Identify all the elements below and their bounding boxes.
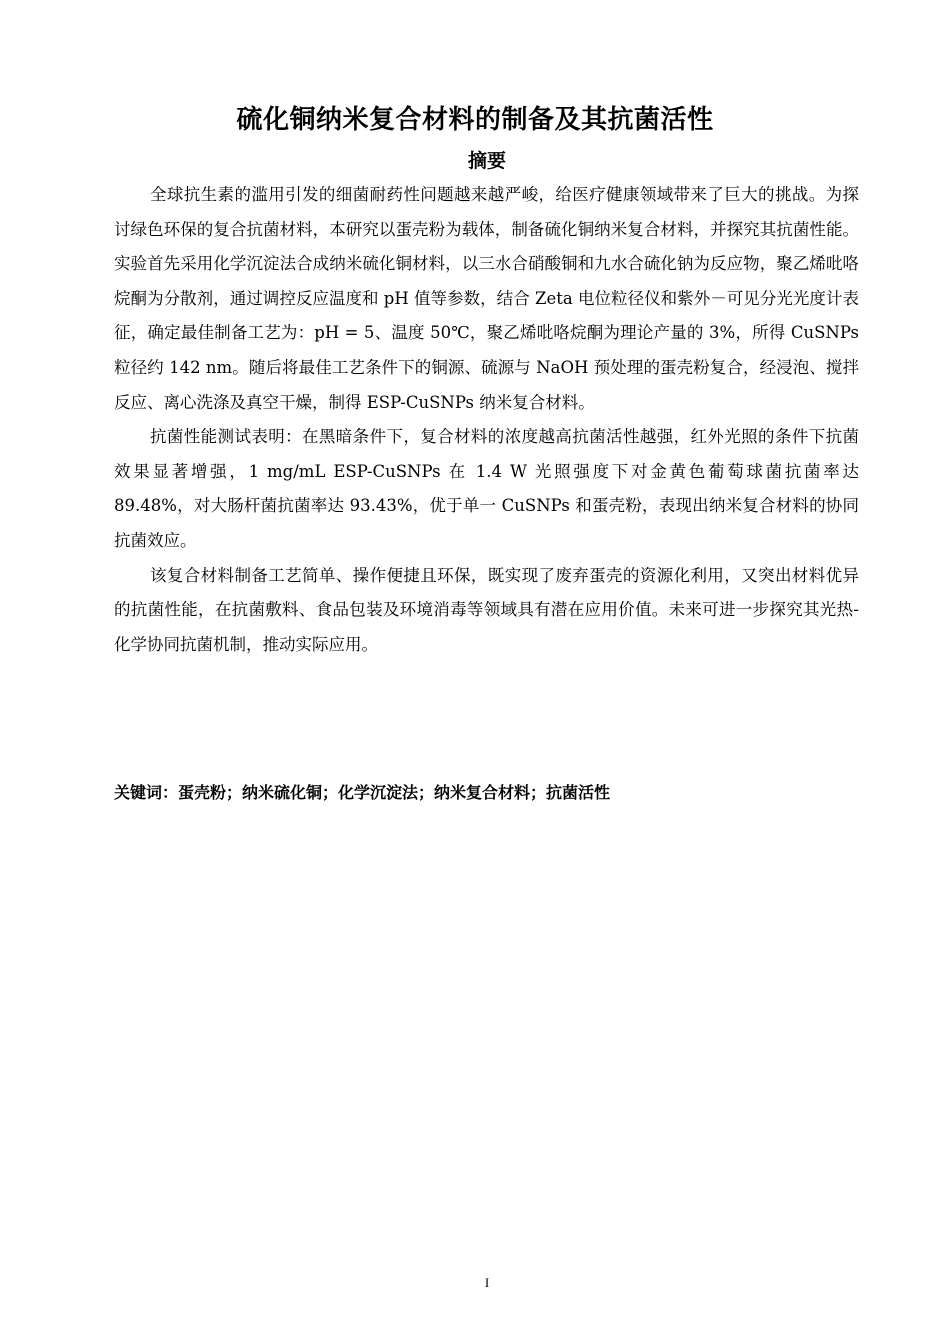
abstract-body	[114, 178, 859, 662]
keywords-line: 关键词：蛋壳粉；纳米硫化铜；化学沉淀法；纳米复合材料；抗菌活性	[114, 783, 611, 802]
abstract-paragraph-3: 该复合材料制备工艺简单、操作便捷且环保，既实现了废弃蛋壳的资源化利用，又突出材料优异的抗菌性能，在抗菌敷料、食品包装及环境消毒等领域具有潜在应用价值。未来可进一步探究其光热-化学协同抗菌机制，推动实际应用。	[114, 565, 859, 654]
page-number: I	[484, 1275, 490, 1290]
abstract-paragraph-1: 全球抗生素的滥用引发的细菌耐药性问题越来越严峻，给医疗健康领域带来了巨大的挑战。为探讨绿色环保的复合抗菌材料，本研究以蛋壳粉为载体，制备硫化铜纳米复合材料，并探究其抗菌性能。实验首先采用化学沉淀法合成纳米硫化铜材料，以三水合硝酸铜和九水合硫化钠为反应物，聚乙烯吡咯烷酮为分散剂，通过调控反应温度和 pH 值等参数，结合 Zeta 电位粒径仪和紫外－可见分光光度计表征，确定最佳制备工艺为：pH = 5、温度 50℃，聚乙烯吡咯烷酮为理论产量的 3%，所得 CuSNPs 粒径约 142 nm。随后将最佳工艺条件下的铜源、硫源与 NaOH 预处理的蛋壳粉复合，经浸泡、搅拌反应、离心洗涤及真空干燥，制得 ESP-CuSNPs 纳米复合材料。	[114, 185, 859, 412]
abstract-heading: 摘要	[467, 150, 506, 172]
abstract-paragraph-2: 抗菌性能测试表明：在黑暗条件下，复合材料的浓度越高抗菌活性越强，红外光照的条件下抗菌效果显著增强，1 mg/mL ESP-CuSNPs 在 1.4 W 光照强度下对金黄色葡萄球菌抗菌率达 89.48%，对大肠杆菌抗菌率达 93.43%，优于单一 CuSNPs 和蛋壳粉，表现出纳米复合材料的协同抗菌效应。	[114, 427, 859, 550]
document-title: 硫化铜纳米复合材料的制备及其抗菌活性	[236, 105, 714, 135]
